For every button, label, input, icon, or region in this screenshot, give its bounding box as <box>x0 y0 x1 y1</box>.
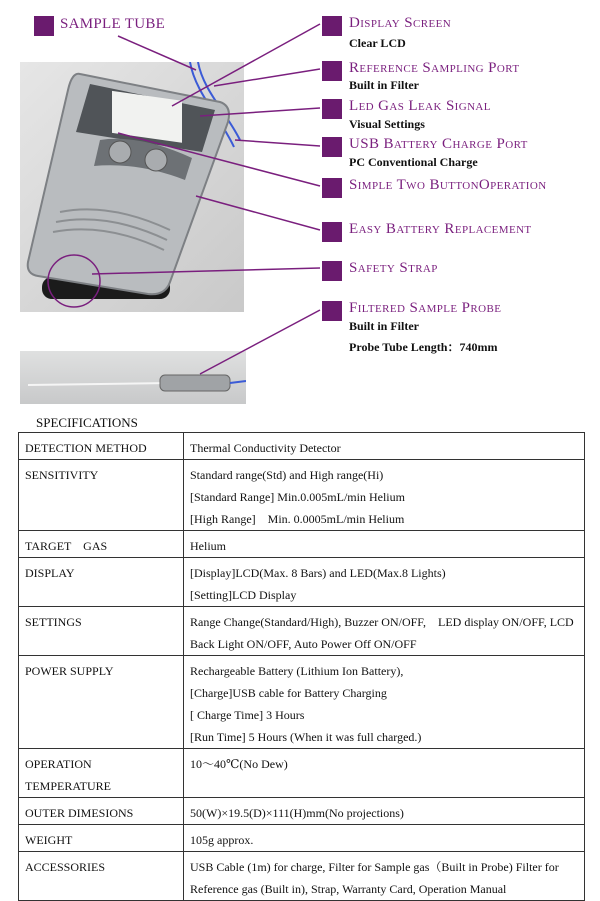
spec-value: 10～40℃(No Dew) <box>184 749 585 798</box>
table-row <box>19 852 585 901</box>
led-signal-desc: Visual Settings <box>349 117 425 131</box>
spec-key: ACCESSORIES <box>19 852 184 901</box>
spec-value: Rechargeable Battery (Lithium Ion Battery), [Charge]USB cable for Battery Charging [ Charge Time] 3 Hours [Run Time] 5 Hours (When it was full charged.) <box>184 656 585 749</box>
display-screen-desc: Clear LCD <box>349 36 406 50</box>
usb-port-desc: PC Conventional Charge <box>349 155 478 169</box>
spec-key: DETECTION METHOD <box>19 433 184 460</box>
spec-key: OUTER DIMESIONS <box>19 798 184 825</box>
two-button-marker <box>322 178 342 198</box>
spec-key: SETTINGS <box>19 607 184 656</box>
table-row <box>19 558 585 607</box>
spec-value: USB Cable (1m) for charge, Filter for Sample gas（Built in Probe) Filter for Reference gas (Built in), Strap, Warranty Card, Operation Manual <box>184 852 585 901</box>
table-row <box>19 798 585 825</box>
usb-port-title: USB Battery Charge Port <box>349 136 528 152</box>
spec-value: Thermal Conductivity Detector <box>184 433 585 460</box>
display-screen-marker <box>322 16 342 36</box>
spec-value: 50(W)×19.5(D)×111(H)mm(No projections) <box>184 798 585 825</box>
table-row <box>19 460 585 531</box>
spec-value: [Display]LCD(Max. 8 Bars) and LED(Max.8 Lights) [Setting]LCD Display <box>184 558 585 607</box>
display-screen-title: Display Screen <box>349 15 452 31</box>
sample-probe-desc-1: Built in Filter <box>349 319 419 333</box>
spec-key: OPERATION TEMPERATURE <box>19 749 184 798</box>
table-row <box>19 749 585 798</box>
spec-key: TARGET GAS <box>19 531 184 558</box>
spec-key: SENSITIVITY <box>19 460 184 531</box>
table-row <box>19 607 585 656</box>
spec-value: Helium <box>184 531 585 558</box>
spec-value: 105g approx. <box>184 825 585 852</box>
safety-strap-marker <box>322 261 342 281</box>
led-signal-marker <box>322 99 342 119</box>
led-signal-title: Led Gas Leak Signal <box>349 98 491 114</box>
spec-value: Range Change(Standard/High), Buzzer ON/OFF, LED display ON/OFF, LCD Back Light ON/OFF, Auto Power Off ON/OFF <box>184 607 585 656</box>
usb-port-marker <box>322 137 342 157</box>
table-row <box>19 825 585 852</box>
table-row <box>19 433 585 460</box>
spec-key: WEIGHT <box>19 825 184 852</box>
spec-key: POWER SUPPLY <box>19 656 184 749</box>
sample-probe-desc-2: Probe Tube Length：740mm <box>349 340 498 354</box>
sample-probe-marker <box>322 301 342 321</box>
table-row <box>19 656 585 749</box>
table-row <box>19 531 585 558</box>
reference-port-marker <box>322 61 342 81</box>
battery-replacement-marker <box>322 222 342 242</box>
spec-key: DISPLAY <box>19 558 184 607</box>
sample-tube-label: SAMPLE TUBE <box>60 16 166 32</box>
spec-value: Standard range(Std) and High range(Hi) [Standard Range] Min.0.005mL/min Helium [High Range] Min. 0.0005mL/min Helium <box>184 460 585 531</box>
specifications-heading: SPECIFICATIONS <box>36 415 138 430</box>
safety-strap-title: Safety Strap <box>349 260 438 276</box>
sample-probe-title: Filtered Sample Probe <box>349 300 502 316</box>
reference-port-desc: Built in Filter <box>349 78 419 92</box>
two-button-title: Simple Two ButtonOperation <box>349 177 547 193</box>
specifications-table <box>18 432 585 901</box>
battery-replacement-title: Easy Battery Replacement <box>349 221 532 237</box>
reference-port-title: Reference Sampling Port <box>349 60 520 76</box>
